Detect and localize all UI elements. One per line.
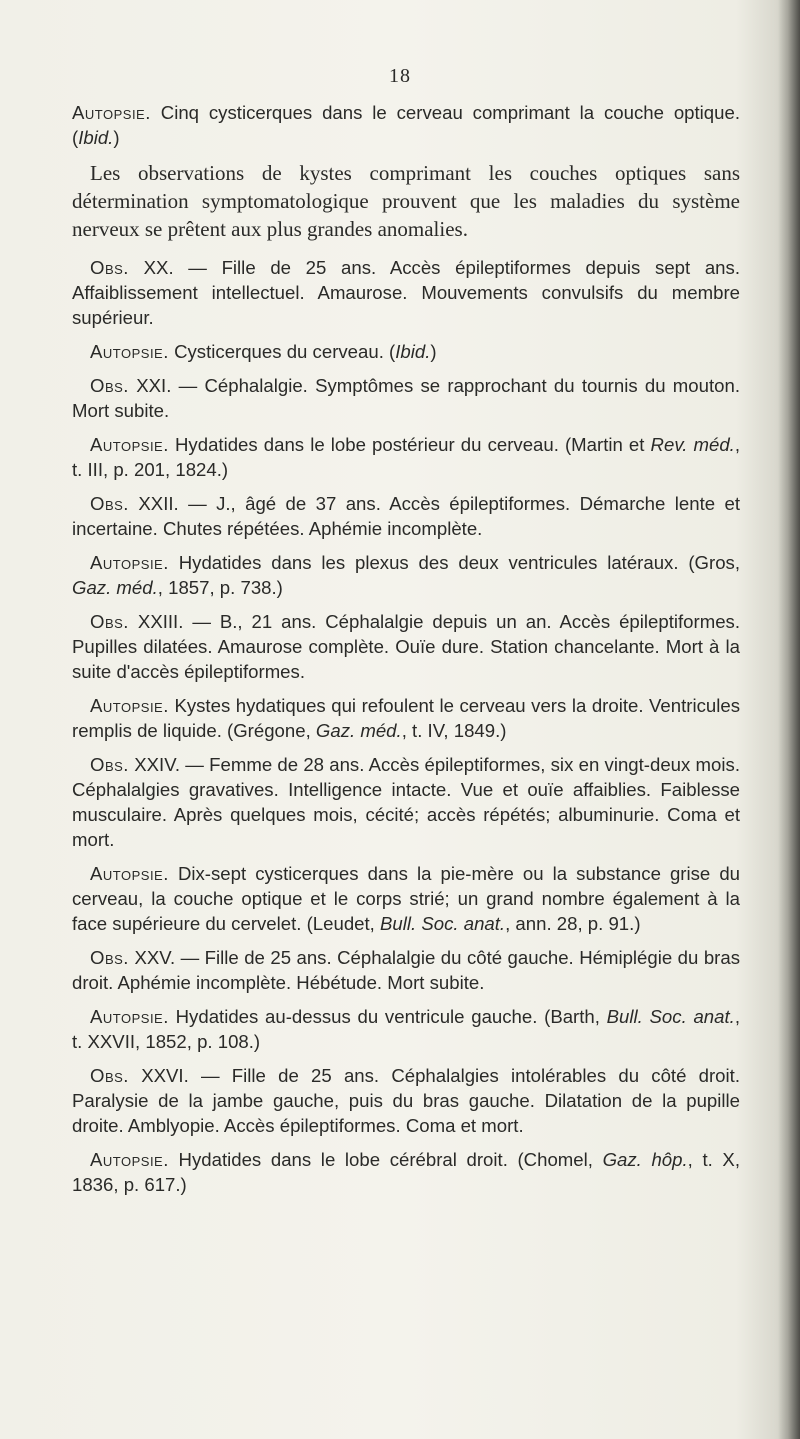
autopsie-heading: Autopsie. (90, 695, 169, 716)
page-body (72, 100, 740, 1206)
observation-paragraph (72, 1063, 740, 1138)
obs-heading: Obs. (90, 754, 129, 775)
paragraph-text: Hydatides au-dessus du ventricule gauche. (Barth, (168, 1006, 607, 1027)
obs-heading: Obs. (90, 257, 129, 278)
source-citation: Gaz. méd. (315, 720, 402, 741)
autopsie-heading: Autopsie. (72, 102, 151, 123)
paragraph-text: Kystes hydatiques qui refoulent le cerveau vers la droite. Ventricules remplis de liquide. (Grégone, (72, 695, 740, 741)
citation-tail: , 1857, p. 738.) (157, 577, 283, 598)
commentary-paragraph (72, 159, 740, 243)
autopsie-paragraph (72, 693, 740, 743)
paragraph-text: XX. — Fille de 25 ans. Accès épileptiformes depuis sept ans. Affaiblissement intellectuel. Amaurose. Mouvements convulsifs du membre supérieur. (72, 257, 740, 328)
observation-paragraph (72, 491, 740, 541)
citation-tail: , t. X, 1836, p. 617.) (72, 1149, 740, 1195)
autopsie-heading: Autopsie. (90, 434, 169, 455)
source-citation: Gaz. hôp. (602, 1149, 688, 1170)
paragraph-text: XXIV. — Femme de 28 ans. Accès épileptiformes, six en vingt-deux mois. Céphalalgies gravatives. Intelligence intacte. Vue et ouïe affaiblies. Faiblesse musculaire. Après quelques mois, cécité; accès répétés; albuminurie. Coma et mort. (72, 754, 740, 850)
source-citation: Ibid. (395, 341, 431, 362)
autopsie-paragraph (72, 861, 740, 936)
paragraph-text: XXII. — J., âgé de 37 ans. Accès épileptiformes. Démarche lente et incertaine. Chutes répétées. Aphémie incomplète. (72, 493, 740, 539)
source-citation: Bull. Soc. anat. (380, 913, 506, 934)
paragraph-text: XXIII. — B., 21 ans. Céphalalgie depuis un an. Accès épileptiformes. Pupilles dilatées. Amaurose complète. Ouïe dure. Station chancelante. Mort à la suite d'accès épileptiformes. (72, 611, 740, 682)
obs-heading: Obs. (90, 611, 129, 632)
observation-paragraph (72, 609, 740, 684)
observation-paragraph (72, 945, 740, 995)
autopsie-heading: Autopsie. (90, 1006, 169, 1027)
paragraph-text: Hydatides dans les plexus des deux ventricules latéraux. (Gros, (168, 552, 740, 573)
citation-tail: ) (430, 341, 437, 362)
paragraph-text: Hydatides dans le lobe cérébral droit. (Chomel, (168, 1149, 603, 1170)
observation-paragraph (72, 255, 740, 330)
obs-heading: Obs. (90, 493, 129, 514)
paragraph-text: Cinq cysticerques dans le cerveau comprimant la couche optique. ( (72, 102, 740, 148)
autopsie-paragraph (72, 100, 740, 150)
source-citation: Ibid. (78, 127, 114, 148)
autopsie-heading: Autopsie. (90, 341, 169, 362)
page-number: 18 (389, 65, 411, 87)
obs-heading: Obs. (90, 947, 129, 968)
source-citation: Rev. méd. (650, 434, 735, 455)
paragraph-text: XXI. — Céphalalgie. Symptômes se rapprochant du tournis du mouton. Mort subite. (72, 375, 740, 421)
autopsie-paragraph (72, 339, 740, 364)
obs-heading: Obs. (90, 375, 129, 396)
citation-tail: , t. III, p. 201, 1824.) (72, 434, 741, 480)
autopsie-heading: Autopsie. (90, 863, 169, 884)
paragraph-text: XXV. — Fille de 25 ans. Céphalalgie du côté gauche. Hémiplégie du bras droit. Aphémie incomplète. Hébétude. Mort subite. (72, 947, 740, 993)
paragraph-text: Cysticerques du cerveau. ( (168, 341, 396, 362)
citation-tail: , t. XXVII, 1852, p. 108.) (72, 1006, 740, 1052)
source-citation: Bull. Soc. anat. (606, 1006, 735, 1027)
paragraph-text: XXVI. — Fille de 25 ans. Céphalalgies intolérables du côté droit. Paralysie de la jambe gauche, puis du bras gauche. Dilatation de la pupille droite. Amblyopie. Accès épileptiformes. Coma et mort. (72, 1065, 740, 1136)
citation-tail: ) (113, 127, 120, 148)
observation-paragraph (72, 752, 740, 852)
paragraph-text: Dix-sept cysticerques dans la pie-mère ou la substance grise du cerveau, la couche optique et le corps strié; un grand nombre également à la face supérieure du cervelet. (Leudet, (72, 863, 740, 934)
autopsie-heading: Autopsie. (90, 1149, 169, 1170)
paragraph-text: Les observations de kystes comprimant les couches optiques sans détermination symptomatologique prouvent que les maladies du système nerveux se prêtent aux plus grandes anomalies. (72, 161, 740, 241)
autopsie-paragraph (72, 432, 740, 482)
citation-tail: , t. IV, 1849.) (401, 720, 507, 741)
observation-paragraph (72, 373, 740, 423)
paragraph-text: Hydatides dans le lobe postérieur du cerveau. (Martin et (168, 434, 651, 455)
autopsie-paragraph (72, 1147, 740, 1197)
citation-tail: , ann. 28, p. 91.) (505, 913, 641, 934)
source-citation: Gaz. méd. (72, 577, 158, 598)
autopsie-heading: Autopsie. (90, 552, 169, 573)
obs-heading: Obs. (90, 1065, 129, 1086)
page-binding-shadow (778, 0, 800, 1439)
autopsie-paragraph (72, 1004, 740, 1054)
autopsie-paragraph (72, 550, 740, 600)
